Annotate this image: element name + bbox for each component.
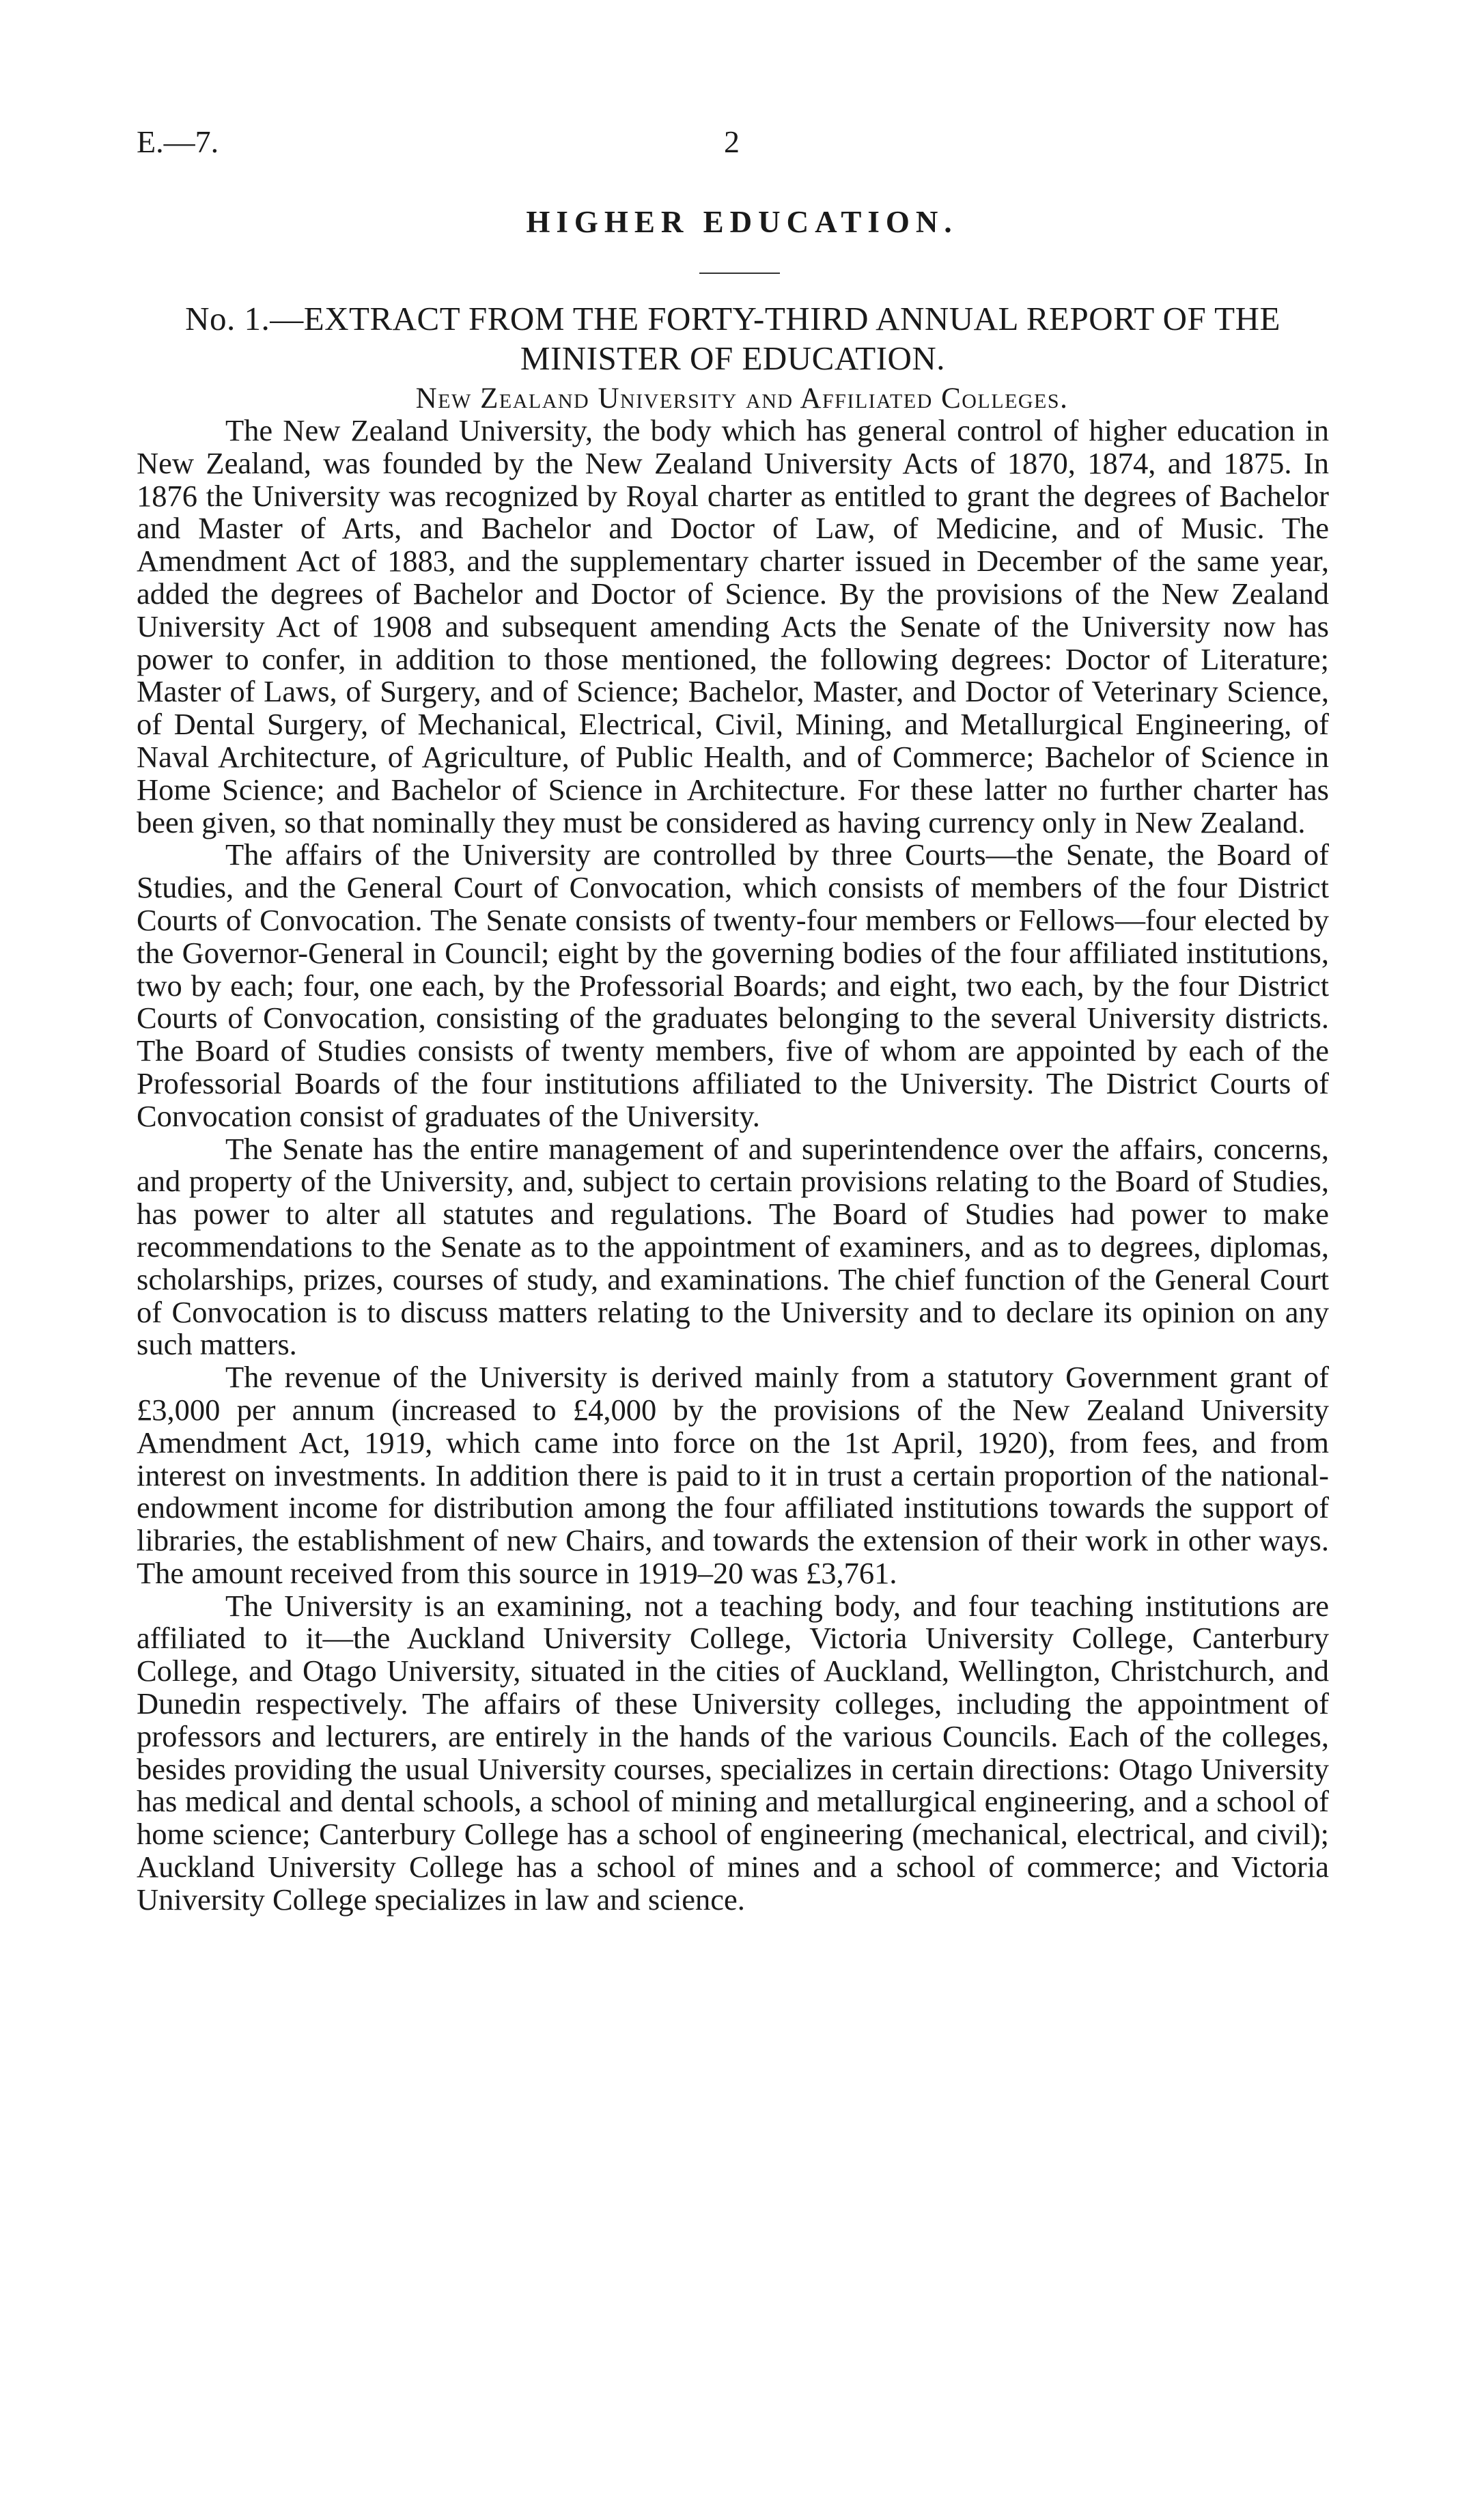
- page-number: 2: [724, 124, 740, 159]
- document-code: E.—7.: [137, 124, 219, 159]
- paragraph-courts: The affairs of the University are controlled by three Courts—the Senate, the Board of Studies, and the General Court of Convocation, which consists of members of the four District Courts of Convocation. The Senate consists of twenty-four members or Fellows—four elected by the Governor-General in Council; eight by the governing bodies of the four affiliated institutions, two by each; four, one each, by the Professorial Boards; and eight, two each, by the four District Courts of Convocation, consisting of the graduates belonging to the several University districts. The Board of Studies consists of twenty members, five of whom are appointed by each of the Professorial Boards of the four institutions affiliated to the University. The District Courts of Convocation consist of graduates of the University.: [137, 837, 1329, 1133]
- body-text: [137, 415, 1329, 1917]
- report-title: No. 1.—EXTRACT FROM THE FORTY-THIRD ANNUAL REPORT OF THE MINISTER OF EDUCATION.: [185, 300, 1280, 377]
- paragraph-senate: The Senate has the entire management of and superintendence over the affairs, concerns, and property of the University, and, subject to certain provisions relating to the Board of Studies, has power to alter all statutes and regulations. The Board of Studies had power to make recommendations to the Senate as to the appointment of examiners, and as to degrees, diplomas, scholarships, prizes, courses of study, and examinations. The chief function of the General Court of Convocation is to discuss matters relating to the University and to declare its opinion on any such matters.: [137, 1131, 1329, 1362]
- heading-divider: [699, 273, 780, 274]
- main-heading: HIGHER EDUCATION.: [526, 205, 958, 239]
- paragraph-degrees: The New Zealand University, the body which has general control of higher education in New Zealand, was founded by the New Zealand University Acts of 1870, 1874, and 1875. In 1876 the University was recognized by Royal charter as entitled to grant the degrees of Bachelor and Master of Arts, and Bachelor and Doctor of Law, of Medicine, and of Music. The Amendment Act of 1883, and the supplementary charter issued in December of the same year, added the degrees of Bachelor and Doctor of Science. By the provisions of the New Zealand University Act of 1908 and subsequent amending Acts the Senate of the University now has power to confer, in addition to those mentioned, the following degrees: Doctor of Literature; Master of Laws, of Surgery, and of Science; Bachelor, Master, and Doctor of Veterinary Science, of Dental Surgery, of Mechanical, Electrical, Civil, Mining, and Metallurgical Engineering, of Naval Architecture, of Agriculture, of Public Health, and of Commerce; Bachelor of Science in Home Science; and Bachelor of Science in Architecture. For these latter no further charter has been given, so that nominally they must be considered as having currency only in New Zealand.: [137, 413, 1329, 839]
- paragraph-colleges: The University is an examining, not a teaching body, and four teaching institutions are affiliated to it—the Auckland University College, Victoria University College, Canterbury College, and Otago University, situated in the cities of Auckland, Wellington, Christchurch, and Dunedin respectively. The affairs of these University colleges, including the appointment of professors and lecturers, are entirely in the hands of the various Councils. Each of the colleges, besides providing the usual University courses, specializes in certain directions: Otago University has medical and dental schools, a school of mining and metallurgical engineering, and a school of home science; Canterbury College has a school of engineering (mechanical, electrical, and civil); Auckland University College has a school of mines and a school of commerce; and Victoria University College specializes in law and science.: [137, 1588, 1329, 1917]
- paragraph-revenue: The revenue of the University is derived mainly from a statutory Government grant of £3,000 per annum (increased to £4,000 by the provisions of the New Zealand University Amendment Act, 1919, which came into force on the 1st April, 1920), from fees, and from interest on investments. In addition there is paid to it in trust a certain proportion of the national-endowment income for distribution among the four affiliated institutions towards the support of libraries, the establishment of new Chairs, and towards the extension of their work in other ways. The amount received from this source in 1919–20 was £3,761.: [137, 1360, 1329, 1590]
- section-heading: New Zealand University and Affiliated Colleges.: [415, 382, 1069, 415]
